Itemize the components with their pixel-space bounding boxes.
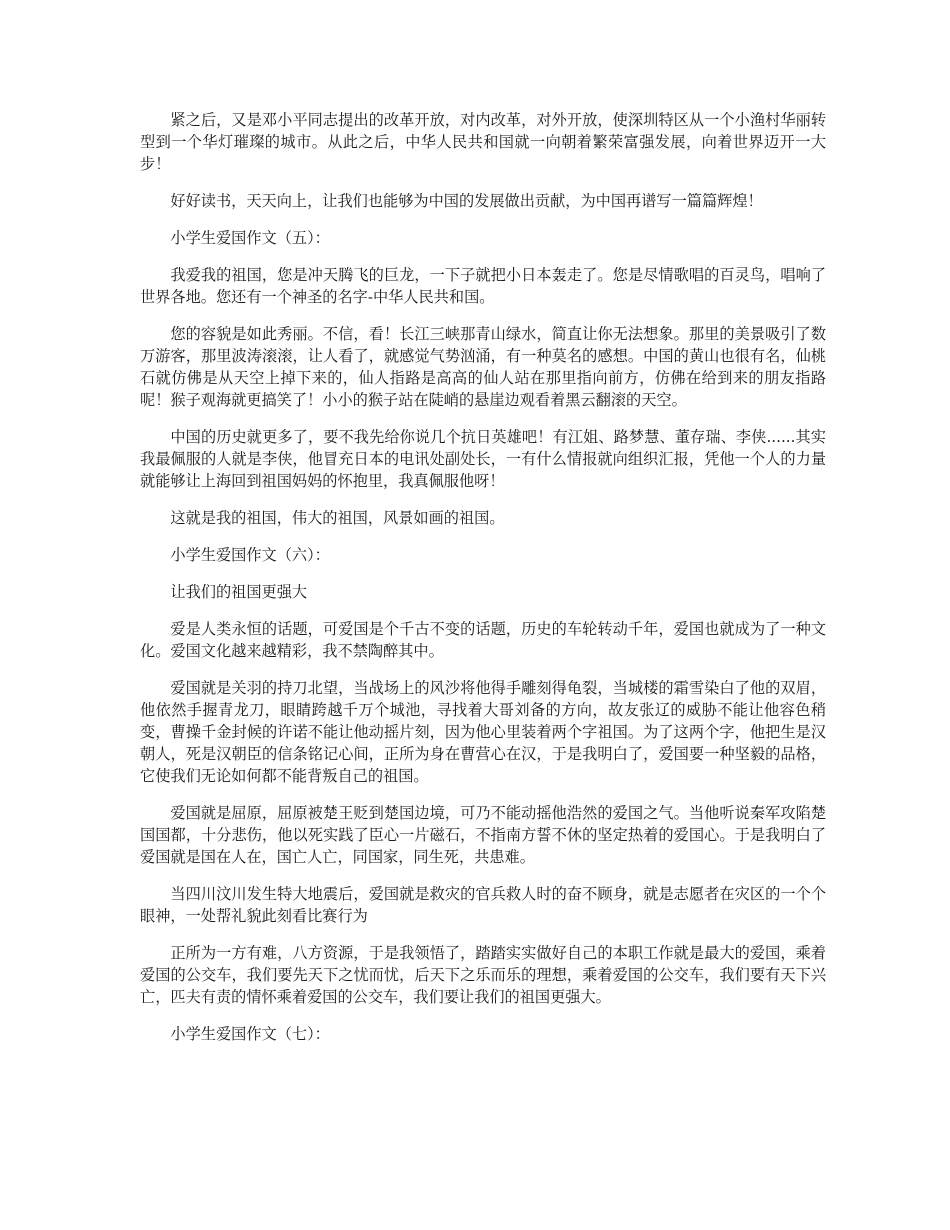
document-page: [140, 109, 826, 1060]
paragraph: 我爱我的祖国，您是冲天腾飞的巨龙，一下子就把小日本轰走了。您是尽情歌唱的百灵鸟，唱响了世界各地。您还有一个神圣的名字-中华人民共和国。: [140, 266, 826, 306]
paragraph: 当四川汶川发生特大地震后，爱国就是救灾的官兵救人时的奋不顾身，就是志愿者在灾区的一个个眼神，一处帮礼貌此刻看比赛行为: [140, 885, 826, 925]
essay-title: 让我们的祖国更强大: [170, 583, 308, 601]
section-heading: 小学生爱国作文（七）：: [170, 1025, 330, 1043]
paragraph: 紧之后，又是邓小平同志提出的改革开放，对内改革，对外开放，使深圳特区从一个小渔村华丽转型到一个华灯璀璨的城市。从此之后，中华人民共和国就一向朝着繁荣富强发展，向着世界迈开一大步！: [140, 111, 826, 173]
paragraph: 爱是人类永恒的话题，可爱国是个千古不变的话题，历史的车轮转动千年，爱国也就成为了一种文化。爱国文化越来越精彩，我不禁陶醉其中。: [140, 620, 826, 660]
paragraph: 正所为一方有难，八方资源，于是我领悟了，踏踏实实做好自己的本职工作就是最大的爱国，乘着爱国的公交车，我们要先天下之忧而忧，后天下之乐而乐的理想，乘着爱国的公交车，我们要有天下兴亡，匹夫有责的情怀乘着爱国的公交车，我们要让我们的祖国更强大。: [140, 944, 826, 1006]
paragraph: 中国的历史就更多了，要不我先给你说几个抗日英雄吧！有江姐、路梦慧、董存瑞、李侠......其实我最佩服的人就是李侠，他冒充日本的电讯处副处长，一有什么情报就向组织汇报，凭他一个人的力量就能够让上海回到祖国妈妈的怀抱里，我真佩服他呀！: [140, 428, 826, 490]
paragraph: 这就是我的祖国，伟大的祖国，风景如画的祖国。: [170, 509, 505, 527]
paragraph: 爱国就是屈原，屈原被楚王贬到楚国边境，可乃不能动摇他浩然的爱国之气。当他听说秦军攻陷楚国国都，十分悲伤，他以死实践了臣心一片磁石，不指南方誓不休的坚定热着的爱国心。于是我明白了爱国就是国在人在，国亡人亡，同国家，同生死，共患难。: [140, 804, 826, 866]
paragraph: 爱国就是关羽的持刀北望，当战场上的风沙将他得手雕刻得龟裂，当城楼的霜雪染白了他的双眉，他依然手握青龙刀，眼睛跨越千万个城池，寻找着大哥刘备的方向，故友张辽的威胁不能让他容色稍变，曹操千金封候的许诺不能让他动摇片刻，因为他心里装着两个字祖国。为了这两个字，他把生是汉朝人，死是汉朝臣的信条铭记心间，正所为身在曹营心在汉，于是我明白了，爱国要一种坚毅的品格，它使我们无论如何都不能背叛自己的祖国。: [140, 679, 826, 785]
paragraph: 好好读书，天天向上，让我们也能够为中国的发展做出贡献，为中国再谱写一篇篇辉煌！: [170, 192, 763, 210]
section-heading: 小学生爱国作文（六）：: [170, 546, 330, 564]
section-heading: 小学生爱国作文（五）：: [170, 229, 330, 247]
paragraph: 您的容貌是如此秀丽。不信，看！长江三峡那青山绿水，简直让你无法想象。那里的美景吸引了数万游客，那里波涛滚滚，让人看了，就感觉气势汹涌，有一种莫名的感想。中国的黄山也很有名，仙桃石就仿佛是从天空上掉下来的，仙人指路是高高的仙人站在那里指向前方，仿佛在给到来的朋友指路呢！猴子观海就更搞笑了！小小的猴子站在陡峭的悬崖边观看着黑云翻滚的天空。: [140, 325, 826, 409]
